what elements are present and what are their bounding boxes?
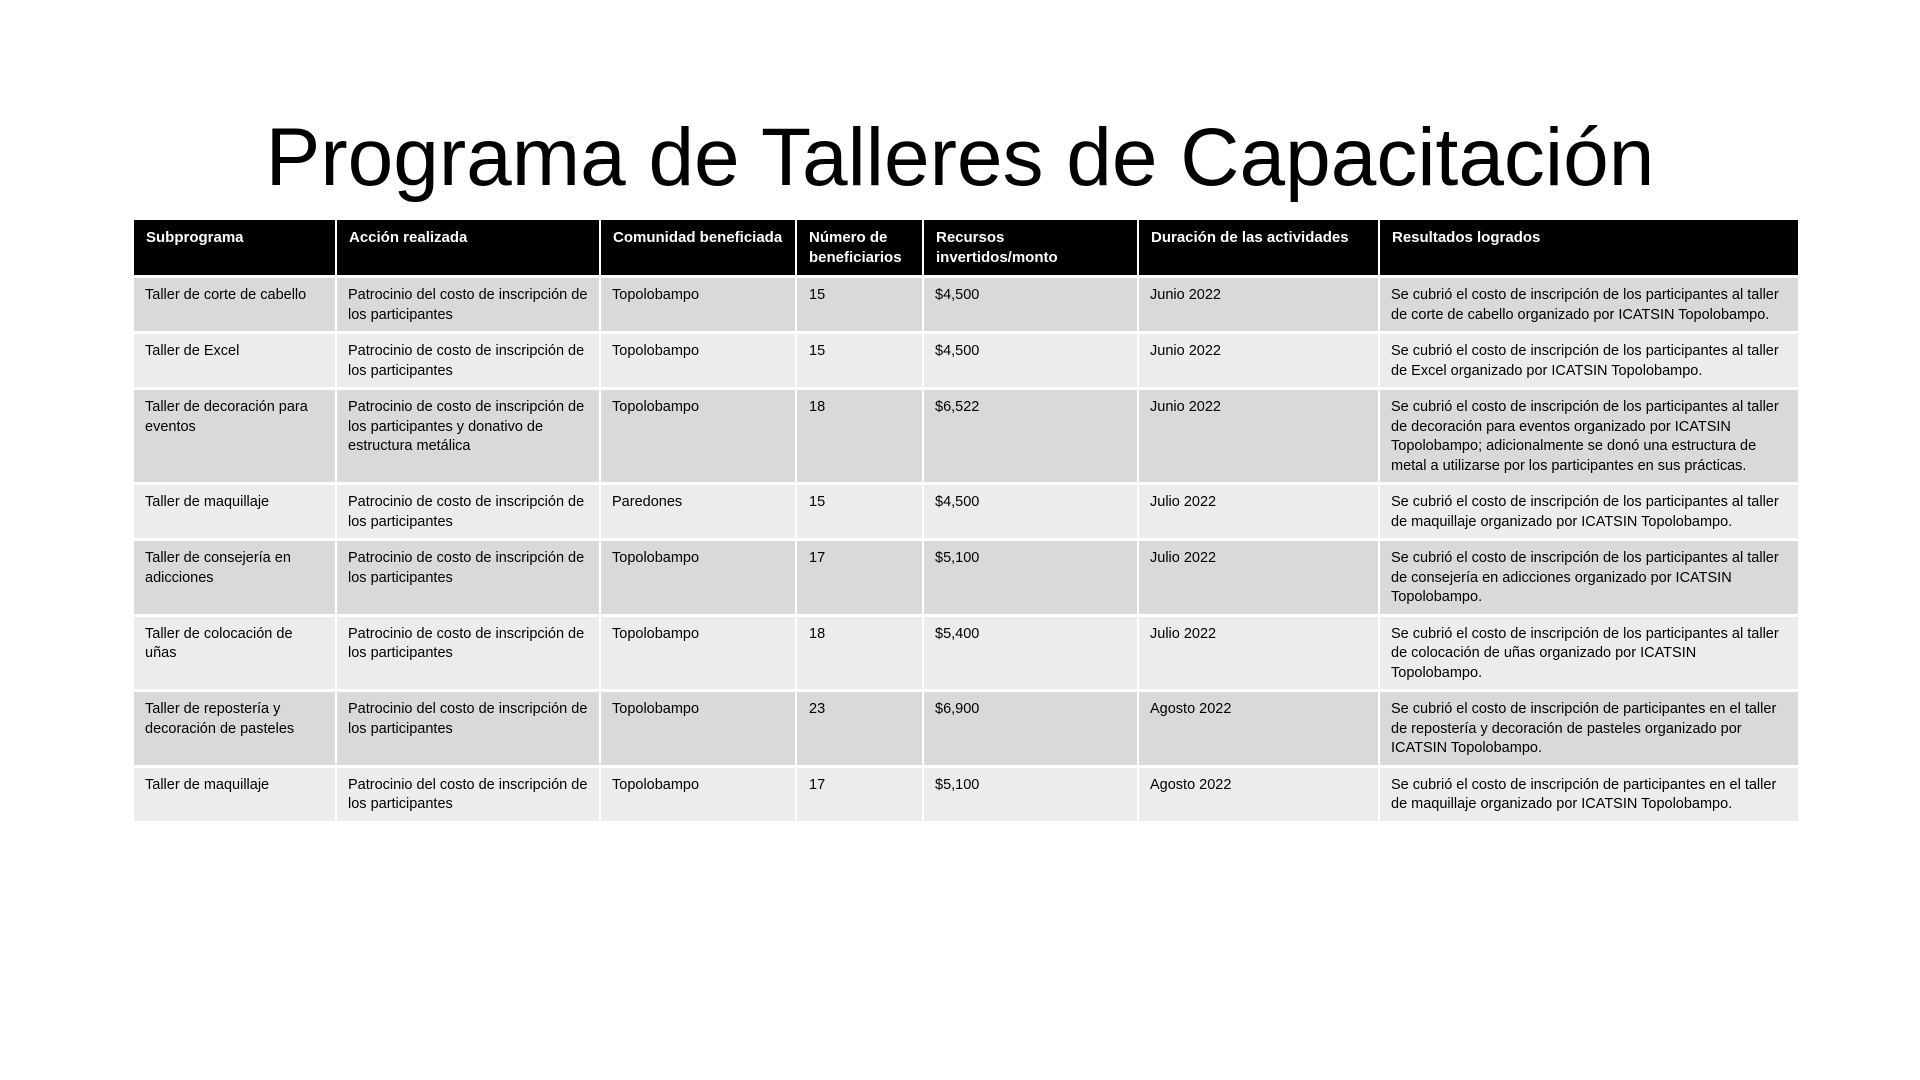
table-row <box>134 387 1798 482</box>
cell-monto: $5,400 <box>924 614 1139 690</box>
cell-comunidad: Topolobampo <box>601 387 797 482</box>
cell-comunidad: Topolobampo <box>601 765 797 821</box>
cell-comunidad: Topolobampo <box>601 538 797 614</box>
header-subprograma: Subprograma <box>134 220 337 275</box>
table-row <box>134 765 1798 821</box>
cell-resultados: Se cubrió el costo de inscripción de los participantes al taller de Excel organizado por ICATSIN Topolobampo. <box>1380 331 1798 387</box>
cell-accion: Patrocinio de costo de inscripción de los participantes <box>337 482 601 538</box>
cell-beneficiarios: 23 <box>797 689 924 765</box>
cell-subprograma: Taller de Excel <box>134 331 337 387</box>
cell-beneficiarios: 15 <box>797 275 924 331</box>
cell-comunidad: Topolobampo <box>601 275 797 331</box>
cell-subprograma: Taller de colocación de uñas <box>134 614 337 690</box>
cell-duracion: Julio 2022 <box>1139 482 1380 538</box>
slide-title: Programa de Talleres de Capacitación <box>265 111 1655 203</box>
cell-beneficiarios: 18 <box>797 387 924 482</box>
cell-resultados: Se cubrió el costo de inscripción de participantes en el taller de repostería y decoración de pasteles organizado por ICATSIN Topolobampo. <box>1380 689 1798 765</box>
cell-duracion: Junio 2022 <box>1139 387 1380 482</box>
cell-comunidad: Topolobampo <box>601 614 797 690</box>
cell-duracion: Julio 2022 <box>1139 538 1380 614</box>
cell-beneficiarios: 18 <box>797 614 924 690</box>
cell-subprograma: Taller de consejería en adicciones <box>134 538 337 614</box>
cell-duracion: Julio 2022 <box>1139 614 1380 690</box>
cell-accion: Patrocinio de costo de inscripción de los participantes y donativo de estructura metálica <box>337 387 601 482</box>
header-recursos-invertidos: Recursos invertidos/monto <box>924 220 1139 275</box>
cell-accion: Patrocinio de costo de inscripción de los participantes <box>337 614 601 690</box>
table-row <box>134 614 1798 690</box>
cell-beneficiarios: 15 <box>797 482 924 538</box>
cell-monto: $5,100 <box>924 765 1139 821</box>
cell-comunidad: Topolobampo <box>601 689 797 765</box>
cell-subprograma: Taller de decoración para eventos <box>134 387 337 482</box>
cell-resultados: Se cubrió el costo de inscripción de participantes en el taller de maquillaje organizado por ICATSIN Topolobampo. <box>1380 765 1798 821</box>
table-header-row <box>134 220 1798 275</box>
cell-resultados: Se cubrió el costo de inscripción de los participantes al taller de corte de cabello organizado por ICATSIN Topolobampo. <box>1380 275 1798 331</box>
cell-comunidad: Paredones <box>601 482 797 538</box>
cell-beneficiarios: 17 <box>797 765 924 821</box>
header-comunidad-beneficiada: Comunidad beneficiada <box>601 220 797 275</box>
cell-resultados: Se cubrió el costo de inscripción de los participantes al taller de maquillaje organizado por ICATSIN Topolobampo. <box>1380 482 1798 538</box>
cell-resultados: Se cubrió el costo de inscripción de los participantes al taller de decoración para eventos organizado por ICATSIN Topolobampo; adicionalmente se donó una estructura de metal a utilizarse por los participantes en sus prácticas. <box>1380 387 1798 482</box>
cell-monto: $6,900 <box>924 689 1139 765</box>
cell-subprograma: Taller de repostería y decoración de pasteles <box>134 689 337 765</box>
cell-beneficiarios: 17 <box>797 538 924 614</box>
cell-subprograma: Taller de maquillaje <box>134 765 337 821</box>
table-row <box>134 275 1798 331</box>
table-row <box>134 689 1798 765</box>
cell-subprograma: Taller de corte de cabello <box>134 275 337 331</box>
cell-duracion: Junio 2022 <box>1139 331 1380 387</box>
cell-duracion: Agosto 2022 <box>1139 689 1380 765</box>
cell-accion: Patrocinio de costo de inscripción de los participantes <box>337 331 601 387</box>
cell-resultados: Se cubrió el costo de inscripción de los participantes al taller de consejería en adicciones organizado por ICATSIN Topolobampo. <box>1380 538 1798 614</box>
table-row <box>134 538 1798 614</box>
cell-duracion: Junio 2022 <box>1139 275 1380 331</box>
cell-resultados: Se cubrió el costo de inscripción de los participantes al taller de colocación de uñas organizado por ICATSIN Topolobampo. <box>1380 614 1798 690</box>
header-numero-beneficiarios: Número de beneficiarios <box>797 220 924 275</box>
table-row <box>134 331 1798 387</box>
cell-accion: Patrocinio del costo de inscripción de los participantes <box>337 275 601 331</box>
workshops-table <box>134 220 1798 821</box>
cell-monto: $4,500 <box>924 331 1139 387</box>
cell-accion: Patrocinio de costo de inscripción de los participantes <box>337 538 601 614</box>
cell-comunidad: Topolobampo <box>601 331 797 387</box>
workshops-table-container <box>134 220 1798 821</box>
header-accion-realizada: Acción realizada <box>337 220 601 275</box>
cell-accion: Patrocinio del costo de inscripción de los participantes <box>337 689 601 765</box>
cell-accion: Patrocinio del costo de inscripción de los participantes <box>337 765 601 821</box>
header-resultados-logrados: Resultados logrados <box>1380 220 1798 275</box>
cell-beneficiarios: 15 <box>797 331 924 387</box>
cell-monto: $5,100 <box>924 538 1139 614</box>
cell-monto: $4,500 <box>924 275 1139 331</box>
table-row <box>134 482 1798 538</box>
cell-duracion: Agosto 2022 <box>1139 765 1380 821</box>
cell-monto: $4,500 <box>924 482 1139 538</box>
cell-monto: $6,522 <box>924 387 1139 482</box>
cell-subprograma: Taller de maquillaje <box>134 482 337 538</box>
header-duracion-actividades: Duración de las actividades <box>1139 220 1380 275</box>
